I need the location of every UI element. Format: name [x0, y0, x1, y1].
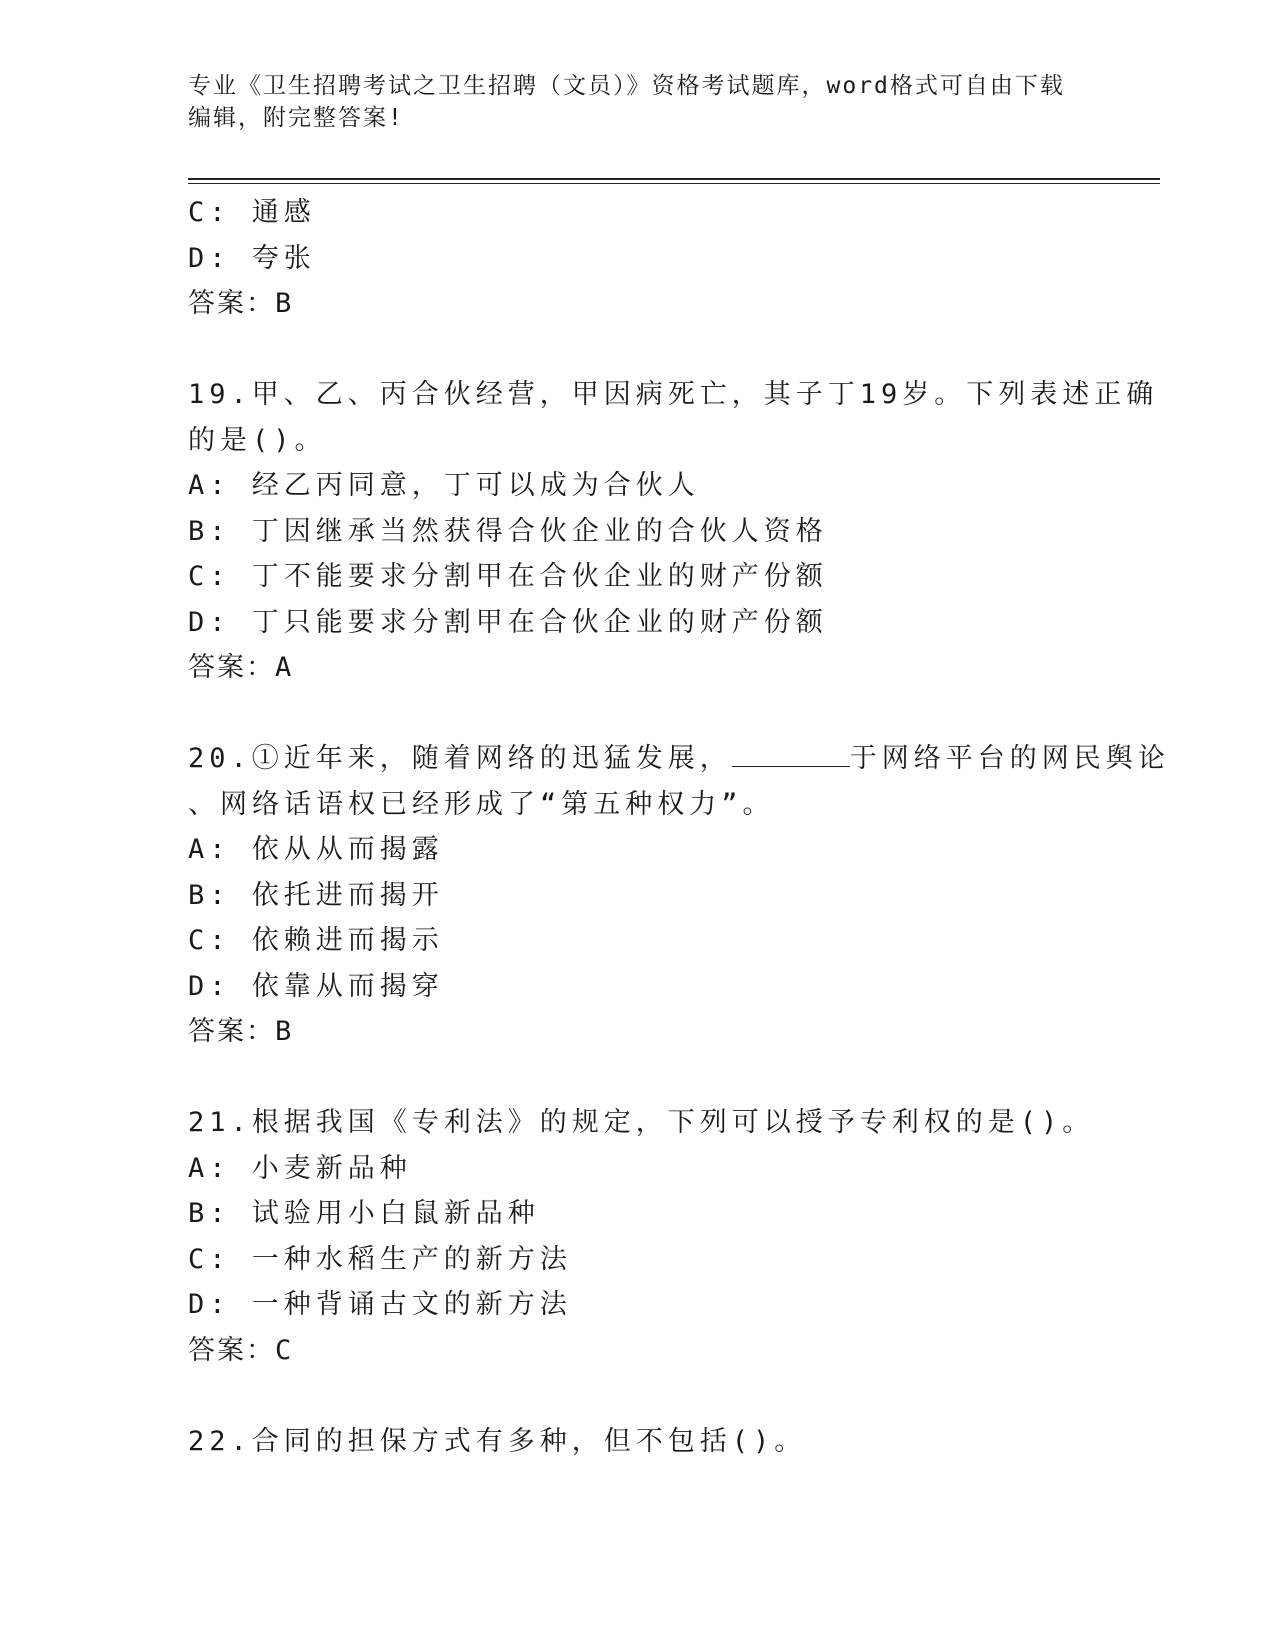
question-stem-line-1: 19.甲、乙、丙合伙经营，甲因病死亡，其子丁19岁。下列表述正确: [188, 379, 1159, 410]
option-c: C: 通感: [188, 197, 316, 228]
question-stem-line-1: [188, 736, 1170, 782]
option-b: B: 丁因继承当然获得合伙企业的合伙人资格: [188, 515, 828, 547]
header-line-2: 编辑，附完整答案!: [188, 105, 404, 131]
option-b: B: 依托进而揭开: [188, 879, 444, 911]
option-a: A: 依从从而揭露: [188, 834, 444, 865]
option-d: D: 夸张: [188, 242, 316, 274]
option-d: D: 丁只能要求分割甲在合伙企业的财产份额: [188, 606, 828, 638]
question-stem-line-2: 的是()。: [188, 424, 327, 456]
option-c: C: 一种水稻生产的新方法: [188, 1243, 572, 1275]
answer-label: 答案：B: [188, 288, 294, 319]
document-header: [188, 70, 1088, 134]
stem-suffix: 于网络平台的网民舆论: [849, 743, 1170, 774]
option-b: B: 试验用小白鼠新品种: [188, 1198, 540, 1229]
option-d: D: 依靠从而揭穿: [188, 970, 444, 1002]
spacer: [188, 327, 1148, 373]
answer-label: 答案：C: [188, 1334, 294, 1366]
question-list: [188, 190, 1170, 1464]
spacer: [188, 1373, 1148, 1419]
question-stem: 21.根据我国《专利法》的规定，下列可以授予专利权的是()。: [188, 1107, 1095, 1138]
option-a: A: 经乙丙同意，丁可以成为合伙人: [188, 470, 700, 501]
answer-label: 答案：B: [188, 1016, 294, 1047]
spacer: [188, 1055, 1148, 1101]
question-19: [188, 372, 1159, 691]
header-divider-thick: [188, 178, 1160, 180]
question-stem-line-2: 、网络话语权已经形成了“第五种权力”。: [188, 788, 775, 820]
header-line-1: 专业《卫生招聘考试之卫生招聘（文员）》资格考试题库，word格式可自由下载: [188, 73, 1065, 99]
answer-label: 答案：A: [188, 652, 294, 683]
header-divider-thin: [188, 183, 1160, 184]
question-21: [188, 1100, 1148, 1373]
stem-prefix: 20.①近年来，随着网络的迅猛发展，: [188, 743, 732, 774]
option-a: A: 小麦新品种: [188, 1152, 412, 1184]
spacer: [188, 691, 1148, 737]
fill-in-blank: [732, 744, 850, 767]
question-20: [188, 736, 1170, 1055]
question-stem: 22.合同的担保方式有多种，但不包括()。: [188, 1425, 807, 1457]
option-d: D: 一种背诵古文的新方法: [188, 1289, 572, 1320]
option-c: C: 丁不能要求分割甲在合伙企业的财产份额: [188, 561, 828, 592]
question-18: [188, 190, 1148, 327]
option-c: C: 依赖进而揭示: [188, 925, 444, 956]
question-22: [188, 1419, 1148, 1465]
